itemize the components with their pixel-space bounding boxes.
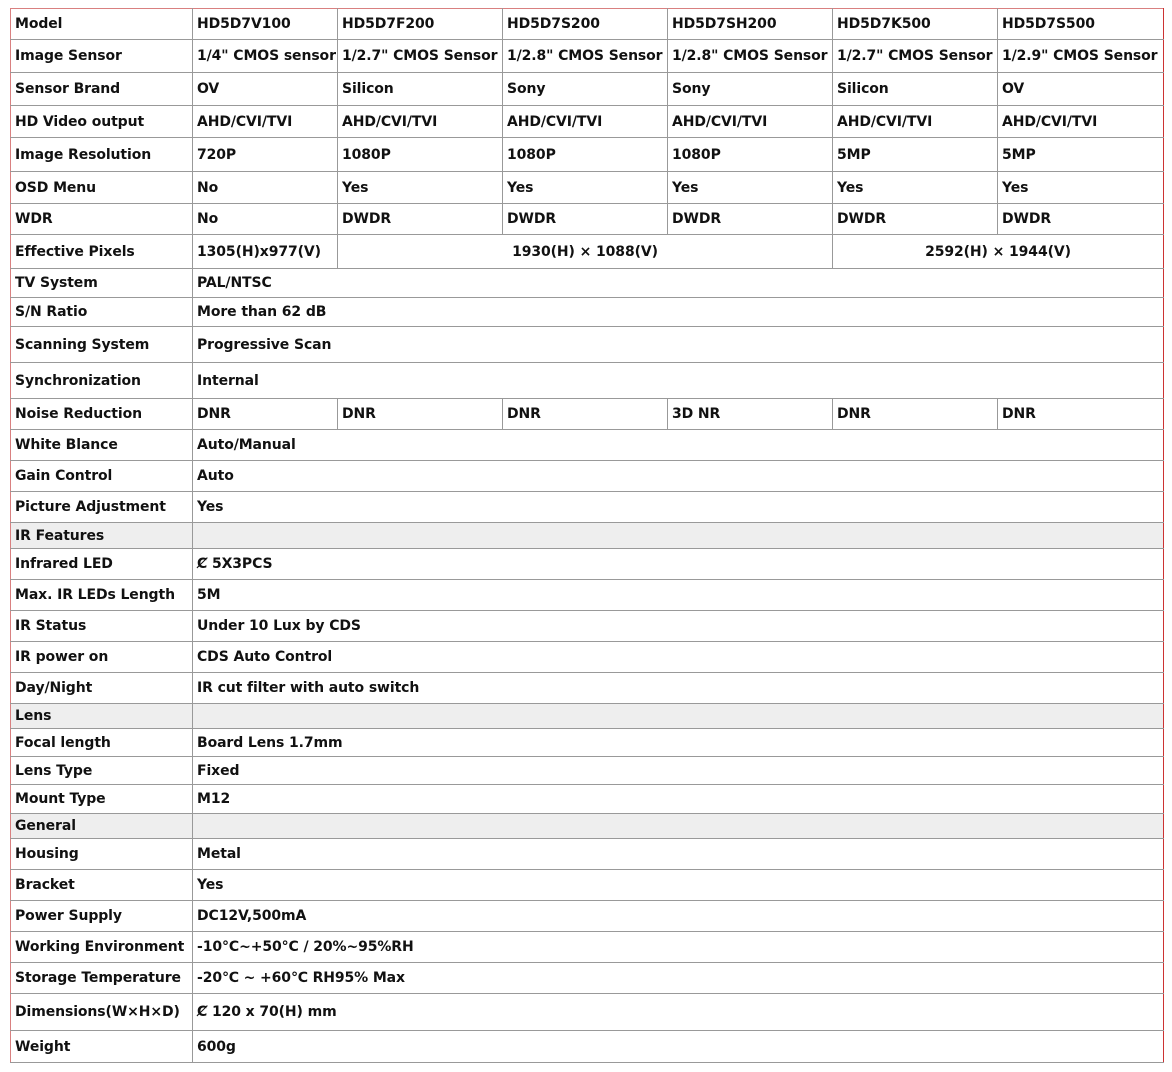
- spec-value: Silicon: [833, 73, 998, 106]
- spec-label: Weight: [11, 1031, 193, 1063]
- spec-value: Ȼ 120 x 70(H) mm: [193, 994, 1164, 1031]
- spec-row-image-sensor: [11, 40, 1164, 73]
- spec-row-focal-length: [11, 729, 1164, 757]
- spec-value: DNR: [193, 399, 338, 430]
- spec-value: AHD/CVI/TVI: [833, 106, 998, 138]
- spec-row-dimensions-w-h-d: [11, 994, 1164, 1031]
- spec-value: DWDR: [503, 204, 668, 235]
- spec-value: Fixed: [193, 757, 1164, 785]
- spec-value: No: [193, 204, 338, 235]
- spec-value: Sony: [503, 73, 668, 106]
- spec-value: AHD/CVI/TVI: [503, 106, 668, 138]
- spec-value: 1/2.7" CMOS Sensor: [833, 40, 998, 73]
- model-name: HD5D7V100: [193, 9, 338, 40]
- spec-row-day-night: [11, 673, 1164, 704]
- spec-value: Yes: [338, 172, 503, 204]
- spec-value: AHD/CVI/TVI: [338, 106, 503, 138]
- spec-label: Picture Adjustment: [11, 492, 193, 523]
- spec-label: TV System: [11, 269, 193, 298]
- spec-value: PAL/NTSC: [193, 269, 1164, 298]
- spec-value: DWDR: [833, 204, 998, 235]
- spec-value: Silicon: [338, 73, 503, 106]
- spec-row-working-environment: [11, 932, 1164, 963]
- spec-value: Internal: [193, 363, 1164, 399]
- spec-value: 1/2.8" CMOS Sensor: [668, 40, 833, 73]
- spec-row-picture-adjustment: [11, 492, 1164, 523]
- spec-value: Ȼ 5X3PCS: [193, 549, 1164, 580]
- spec-label: Sensor Brand: [11, 73, 193, 106]
- spec-label: HD Video output: [11, 106, 193, 138]
- spec-label: Noise Reduction: [11, 399, 193, 430]
- spec-row-general: [11, 814, 1164, 839]
- spec-row-infrared-led: [11, 549, 1164, 580]
- spec-row-mount-type: [11, 785, 1164, 814]
- spec-row-osd-menu: [11, 172, 1164, 204]
- spec-row-weight: [11, 1031, 1164, 1063]
- spec-value: M12: [193, 785, 1164, 814]
- model-name: HD5D7K500: [833, 9, 998, 40]
- spec-row-ir-power-on: [11, 642, 1164, 673]
- spec-table-body: [11, 9, 1164, 1063]
- spec-value: 5MP: [833, 138, 998, 172]
- spec-value: Sony: [668, 73, 833, 106]
- spec-label: Mount Type: [11, 785, 193, 814]
- spec-label: OSD Menu: [11, 172, 193, 204]
- spec-value: Yes: [668, 172, 833, 204]
- spec-row-housing: [11, 839, 1164, 870]
- spec-row-power-supply: [11, 901, 1164, 932]
- spec-row-s-n-ratio: [11, 298, 1164, 327]
- spec-value: No: [193, 172, 338, 204]
- spec-label: Effective Pixels: [11, 235, 193, 269]
- section-header: General: [11, 814, 193, 839]
- spec-row-model: [11, 9, 1164, 40]
- spec-row-storage-temperature: [11, 963, 1164, 994]
- spec-row-wdr: [11, 204, 1164, 235]
- spec-value: 1080P: [668, 138, 833, 172]
- spec-value: Board Lens 1.7mm: [193, 729, 1164, 757]
- spec-label: Day/Night: [11, 673, 193, 704]
- spec-label: Focal length: [11, 729, 193, 757]
- spec-label: Dimensions(W×H×D): [11, 994, 193, 1031]
- spec-table: [10, 8, 1164, 1063]
- spec-label: S/N Ratio: [11, 298, 193, 327]
- spec-row-sensor-brand: [11, 73, 1164, 106]
- spec-value: Progressive Scan: [193, 327, 1164, 363]
- spec-value: 1/4" CMOS sensor: [193, 40, 338, 73]
- spec-value: DNR: [833, 399, 998, 430]
- spec-row-gain-control: [11, 461, 1164, 492]
- spec-label: Storage Temperature: [11, 963, 193, 994]
- spec-row-ir-features: [11, 523, 1164, 549]
- spec-value: DWDR: [998, 204, 1164, 235]
- spec-value: 1080P: [503, 138, 668, 172]
- spec-value: AHD/CVI/TVI: [998, 106, 1164, 138]
- spec-value: 600g: [193, 1031, 1164, 1063]
- spec-value: 1080P: [338, 138, 503, 172]
- spec-value: Yes: [193, 870, 1164, 901]
- spec-row-effective-pixels: [11, 235, 1164, 269]
- spec-row-white-blance: [11, 430, 1164, 461]
- spec-value: Yes: [998, 172, 1164, 204]
- spec-value: Yes: [193, 492, 1164, 523]
- model-header-label: Model: [11, 9, 193, 40]
- spec-value: CDS Auto Control: [193, 642, 1164, 673]
- spec-value: Yes: [503, 172, 668, 204]
- spec-value: Metal: [193, 839, 1164, 870]
- spec-row-lens-type: [11, 757, 1164, 785]
- spec-value: 1305(H)x977(V): [193, 235, 338, 269]
- section-header: IR Features: [11, 523, 193, 549]
- spec-value: 720P: [193, 138, 338, 172]
- spec-value: 1/2.7" CMOS Sensor: [338, 40, 503, 73]
- spec-label: Bracket: [11, 870, 193, 901]
- model-name: HD5D7SH200: [668, 9, 833, 40]
- spec-label: IR power on: [11, 642, 193, 673]
- spec-label: Working Environment: [11, 932, 193, 963]
- spec-value: IR cut filter with auto switch: [193, 673, 1164, 704]
- spec-value: DWDR: [668, 204, 833, 235]
- spec-row-tv-system: [11, 269, 1164, 298]
- spec-value: DC12V,500mA: [193, 901, 1164, 932]
- spec-label: Housing: [11, 839, 193, 870]
- spec-value: Yes: [833, 172, 998, 204]
- spec-value: 5MP: [998, 138, 1164, 172]
- spec-value: DNR: [503, 399, 668, 430]
- spec-value: Under 10 Lux by CDS: [193, 611, 1164, 642]
- spec-value: 5M: [193, 580, 1164, 611]
- spec-value: 3D NR: [668, 399, 833, 430]
- spec-value: 1/2.8" CMOS Sensor: [503, 40, 668, 73]
- spec-row-ir-status: [11, 611, 1164, 642]
- spec-value: -10°C~+50°C / 20%~95%RH: [193, 932, 1164, 963]
- spec-row-bracket: [11, 870, 1164, 901]
- spec-value: OV: [998, 73, 1164, 106]
- section-header-filler: [193, 704, 1164, 729]
- spec-label: White Blance: [11, 430, 193, 461]
- model-name: HD5D7S500: [998, 9, 1164, 40]
- spec-label: Infrared LED: [11, 549, 193, 580]
- spec-label: Image Resolution: [11, 138, 193, 172]
- spec-label: IR Status: [11, 611, 193, 642]
- spec-value-merged: 2592(H) × 1944(V): [833, 235, 1164, 269]
- spec-label: Power Supply: [11, 901, 193, 932]
- spec-value: AHD/CVI/TVI: [668, 106, 833, 138]
- spec-value: More than 62 dB: [193, 298, 1164, 327]
- spec-row-scanning-system: [11, 327, 1164, 363]
- spec-row-max-ir-leds-length: [11, 580, 1164, 611]
- spec-value: -20℃ ~ +60℃ RH95% Max: [193, 963, 1164, 994]
- spec-label: Max. IR LEDs Length: [11, 580, 193, 611]
- model-name: HD5D7S200: [503, 9, 668, 40]
- spec-value: DNR: [338, 399, 503, 430]
- spec-label: Synchronization: [11, 363, 193, 399]
- spec-row-noise-reduction: [11, 399, 1164, 430]
- section-header-filler: [193, 814, 1164, 839]
- model-name: HD5D7F200: [338, 9, 503, 40]
- spec-value: Auto/Manual: [193, 430, 1164, 461]
- spec-value: 1/2.9" CMOS Sensor: [998, 40, 1164, 73]
- spec-label: Scanning System: [11, 327, 193, 363]
- section-header: Lens: [11, 704, 193, 729]
- spec-label: WDR: [11, 204, 193, 235]
- spec-row-synchronization: [11, 363, 1164, 399]
- spec-label: Lens Type: [11, 757, 193, 785]
- spec-row-hd-video-output: [11, 106, 1164, 138]
- spec-row-image-resolution: [11, 138, 1164, 172]
- spec-value: AHD/CVI/TVI: [193, 106, 338, 138]
- spec-label: Image Sensor: [11, 40, 193, 73]
- spec-label: Gain Control: [11, 461, 193, 492]
- spec-value: DNR: [998, 399, 1164, 430]
- spec-value-merged: 1930(H) × 1088(V): [338, 235, 833, 269]
- spec-value: DWDR: [338, 204, 503, 235]
- spec-row-lens: [11, 704, 1164, 729]
- spec-value: OV: [193, 73, 338, 106]
- spec-value: Auto: [193, 461, 1164, 492]
- section-header-filler: [193, 523, 1164, 549]
